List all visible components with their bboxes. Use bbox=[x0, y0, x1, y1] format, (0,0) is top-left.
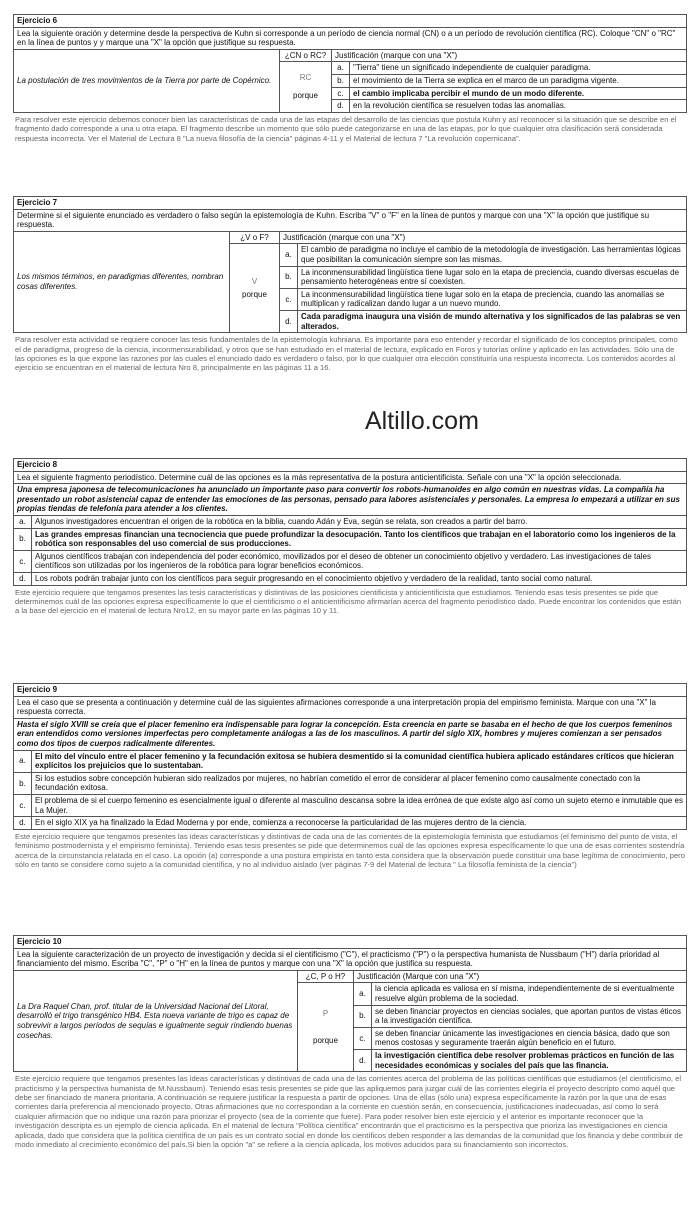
answer-cell[interactable] bbox=[230, 244, 280, 333]
option-letter[interactable]: b. bbox=[332, 74, 350, 87]
exercise-instructions: Lea la siguiente oración y determine desde la perspectiva de Kuhn si corresponde a un período de ciencia normal (CN) o a un período de revolución científica (RC). Coloque "CN" o "RC" en la línea de puntos y y marque una "X" la opción que justifique su respuesta. bbox=[14, 27, 687, 49]
option-letter[interactable]: c. bbox=[280, 288, 298, 310]
option-text: se deben financiar únicamente las investigaciones en ciencia básica, dado que son menos costosas y seguramente traerán algún beneficio en el futuro. bbox=[372, 1027, 687, 1049]
explanation: Para resolver esta actividad se requiere conocer las tesis fundamentales de la epistemología kuhniana. Es importante para eso entender y recordar el significado de los conceptos principales, como el de paradigma, progreso de la ciencia, inconmensurabilidad, y otros que se han estudiado en el material de lectura, explicado en Foros y tutorías online y aplicado en las actividades. Sólo una de las opciones es la que expone las razones por las cuales el enunciado dado es verdadero o falso, por lo que cualquier otra elección constituiría una respuesta incorrecta. Los contenidos acordes al ejercicio se encuentran en el material de lectura Nro 8, principalmente en las páginas 11 a 16. bbox=[15, 335, 678, 373]
exercise-title: Ejercicio 10 bbox=[14, 936, 687, 949]
column-header: ¿C, P o H? bbox=[298, 970, 354, 983]
option-letter[interactable]: b. bbox=[14, 772, 32, 794]
column-header: Justificación (Marque con una "X") bbox=[354, 970, 687, 983]
exercise-7 bbox=[13, 196, 687, 373]
exercise-instructions: Lea el caso que se presenta a continuación y determine cuál de las siguientes afirmaciones corresponde a una interpretación propia del empirismo feminista. Marque con una "X" la respuesta correcta. bbox=[14, 696, 687, 718]
column-header: Justificación (marque con una "X") bbox=[332, 49, 687, 62]
option-text: Las grandes empresas financian una tecnociencia que puede profundizar la desocupación. Tanto los científicos que trabajan en el laboratorio como los ingenieros de la robótica son responsables del uso comercial de sus producciones. bbox=[32, 528, 687, 550]
option-letter[interactable]: c. bbox=[354, 1027, 372, 1049]
explanation: Este ejercicio requiere que tengamos presentes las ideas características y distintivas de cada una de las corrientes acerca del problema de las políticas científicas que estudiamos (el cientificismo, el practicismo y la perspectiva humanista de M.Nussbaum). Teniendo esas tesis presentes se pide que las apliquemos para juzgar cuál de las corrientes elegiría el proyecto descripto como aquél que debe ser financiado de manera prioritaria. A continuación se requiere justificar la respuesta a partir de opciones. Una de ellas (sólo una) expresa específicamente la razón por la que una de esas corrientes daría preferencia al mencionado proyecto. Otras afirmaciones que no correspondan a la corriente en cuestión serán, en consecuencia, justificaciones inadecuadas, así como lo será cualquier afirmación que no indique una razón para priorizar el proyecto (sea de la corriente que fuere). Para poder resolver bien este ejercicio y el anterior es importante reconocer que la investigación descripta es un ejemplo de ciencia aplicada. En el material de lectura "Política científica" encontrarán que el practicismo es la perspectiva que prioriza las investigaciones en ciencia aplicada, dado que considera que la política científica de un país es un contrato social en donde los científicos deben responder a las demandas de la comunidad que los financia y debe contribuir de modo inmediato al crecimiento económico del país.Si bien la opción "a" se refiere a la ciencia aplicada, los motivos aducidos para su financiamiento son incorrectos. bbox=[15, 1074, 683, 1149]
option-text: en la revolución científica se resuelven todas las anomalías. bbox=[350, 100, 687, 113]
case-fragment: Hasta el siglo XVIII se creía que el placer femenino era indispensable para lograr la concepción. Esta creencia en parte se basaba en el hecho de que los cuerpos femeninos eran entendidos como versiones imperfectas pero completamente análogas a las de los masculinos. A partir del siglo XIX, hombres y mujeres comienzan a ser pensados como dos tipos de cuerpos radicalmente diferentes. bbox=[14, 718, 687, 750]
option-text: el movimiento de la Tierra se explica en el marco de un paradigma vigente. bbox=[350, 74, 687, 87]
statement: La Dra Raquel Chan, prof. titular de la Universidad Nacional del Litoral, desarrolló el trigo transgénico HB4. Esta nueva variante de trigo es capaz de sobrevivir a largos períodos de sequías e igualmente seguir rindiendo buenas cosechas. bbox=[14, 970, 298, 1071]
option-text: El mito del vínculo entre el placer femenino y la fecundación exitosa se hubiera desmentido si la comunidad científica hubiera aplicado estándares críticos que hicieran explícitos los prejuicios que lo sustentaban. bbox=[32, 750, 687, 772]
option-text: La inconmensurabilidad lingüística tiene lugar solo en la etapa de preciencia, cuando diversas escuelas de pensamiento heterogéneas entre sí coexisten. bbox=[298, 266, 687, 288]
exercise-8 bbox=[13, 458, 687, 616]
answer-cell[interactable] bbox=[298, 983, 354, 1072]
option-text: "Tierra" tiene un significado independiente de cualquier paradigma. bbox=[350, 62, 687, 75]
option-letter[interactable]: a. bbox=[354, 983, 372, 1005]
option-text: Cada paradigma inaugura una visión de mundo alternativa y los significados de las palabras se ven alterados. bbox=[298, 310, 687, 332]
option-letter[interactable]: d. bbox=[332, 100, 350, 113]
exercise-title: Ejercicio 7 bbox=[14, 197, 687, 210]
option-text: El problema de si el cuerpo femenino es esencialmente igual o diferente al masculino descansa sobre la idea errónea de que existe algo así como un sujeto eterno e inmutable que es La Mujer. bbox=[32, 794, 687, 816]
answer-cell[interactable] bbox=[280, 62, 332, 112]
porque-label: porque bbox=[313, 1036, 338, 1046]
option-text: Los robots podrán trabajar junto con los científicos para seguir progresando en el conocimiento objetivo y verdadero de la realidad, tanto social como natural. bbox=[32, 572, 687, 585]
site-logo: Altillo.com bbox=[365, 407, 479, 435]
exercise-instructions: Lea el siguiente fragmento periodístico. Determine cuál de las opciones es la más representativa de la postura anticientificista. Señale con una "X" la opción seleccionada. bbox=[14, 471, 687, 484]
option-letter[interactable]: a. bbox=[280, 244, 298, 266]
option-letter[interactable]: c. bbox=[14, 794, 32, 816]
exercise-instructions: Determine si el siguiente enunciado es verdadero o falso según la epistemología de Kuhn. Escriba "V" o "F" en la línea de puntos y marque con una "X" la opción que justifique su respuesta. bbox=[14, 209, 687, 231]
option-letter[interactable]: a. bbox=[14, 515, 32, 528]
statement: Los mismos términos, en paradigmas diferentes, nombran cosas diferentes. bbox=[14, 231, 230, 332]
option-letter[interactable]: c. bbox=[332, 87, 350, 100]
option-letter[interactable]: b. bbox=[280, 266, 298, 288]
answer-value: RC bbox=[299, 73, 312, 83]
explanation: Este ejercicio requiere que tengamos presentes las tesis características y distintivas de las posiciones cientificista y anticientificista que estudiamos. Teniendo esas tesis presentes se pide que determinemos cuál de las opciones expresa específicamente lo que el cientificismo o el anticientificismo afirmarían acerca del fragmento periodístico dado. Puede encontrar los contenidos que están a la base del ejercicio en el material de lectura Nro12, en su mayor parte en las páginas 10 y 11. bbox=[15, 587, 682, 616]
option-letter[interactable]: d. bbox=[280, 310, 298, 332]
exercise-6 bbox=[13, 14, 687, 143]
option-text: Algunos científicos trabajan con independencia del poder económico, movilizados por el deseo de obtener un conocimiento objetivo y verdadero. Las investigaciones de tales científicos son utilizadas por los ingenieros de la robótica para lograr beneficios económicos. bbox=[32, 550, 687, 572]
option-letter[interactable]: d. bbox=[14, 572, 32, 585]
option-text: el cambio implicaba percibir el mundo de un modo diferente. bbox=[350, 87, 687, 100]
option-text: La inconmensurabilidad lingüística tiene lugar solo en la etapa de preciencia, cuando las anomalías se multiplican y radicalizan dando lugar a un nuevo mundo. bbox=[298, 288, 687, 310]
answer-value: V bbox=[251, 276, 258, 286]
option-text: Algunos investigadores encuentran el origen de la robótica en la biblia, cuando Adán y Eva, según se relata, son creados a partir del barro. bbox=[32, 515, 687, 528]
option-text: El cambio de paradigma no incluye el cambio de la metodología de investigación. Las herramientas lógicas que posibilitan la comunicación siempre son las mismas. bbox=[298, 244, 687, 266]
news-fragment: Una empresa japonesa de telecomunicaciones ha anunciado un importante paso para convertir los robots-humanoides en algo común en nuestras vidas. La compañía ha presentado un robot asistencial capaz de entender las emociones de las personas, pensado para labores asistenciales y personales. La empresa lo empezará a utilizar en sus propias tiendas de telefonía para atender a los clientes. bbox=[14, 484, 687, 516]
option-letter[interactable]: b. bbox=[354, 1005, 372, 1027]
statement: La postulación de tres movimientos de la Tierra por parte de Copérnico. bbox=[14, 49, 280, 112]
option-letter[interactable]: a. bbox=[14, 750, 32, 772]
option-letter[interactable]: b. bbox=[14, 528, 32, 550]
exercise-title: Ejercicio 9 bbox=[14, 684, 687, 697]
option-letter[interactable]: c. bbox=[14, 550, 32, 572]
exercise-title: Ejercicio 8 bbox=[14, 459, 687, 472]
exercise-10 bbox=[13, 935, 687, 1149]
exercise-9 bbox=[13, 683, 687, 869]
option-text: Si los estudios sobre concepción hubieran sido realizados por mujeres, no habrían cometido el error de considerar al placer femenino como causalmente conectado con la fecundación exitosa. bbox=[32, 772, 687, 794]
option-text: se deben financiar proyectos en ciencias sociales, que aportan puntos de vistas éticos a la investigación científica. bbox=[372, 1005, 687, 1027]
option-text: En el siglo XIX ya ha finalizado la Edad Moderna y por ende, comienza a reconocerse la particularidad de las mujeres dentro de la ciencia. bbox=[32, 817, 687, 830]
column-header: ¿V o F? bbox=[230, 231, 280, 244]
porque-label: porque bbox=[293, 91, 318, 101]
explanation: Para resolver este ejercicio debemos conocer bien las características de cada una de las etapas del desarrollo de las ciencias que postula Kuhn y así reconocer si la situación que se describe en el fragmento dado corresponde a una u otra etapa. El fragmento describe un momento que sólo puede categorizarse en una de las etapas, por lo que cualquier otra clasificación será considerada respuesta incorrecta. Ver el Material de Lectura 8 "La nueva filosofía de la ciencia" páginas 4-11 y el Material de lectura 7 "La revolución copernicana". bbox=[15, 114, 677, 143]
explanation: Este ejercicio requiere que tengamos presentes las ideas características y distintivas de cada una de las corrientes de la epistemología feminista que estudiamos (el feminismo del punto de vista, el feminismo postmodernista y el empirismo feminista). Teniendo esas tesis presentes se pide que determinemos cuál de las opciones expresa específicamente lo que una de esas corrientes sostendría acerca de la circunstancia relatada en el caso. La opción (a) corresponde a una postura empirista en tanto esta considera que la observación puede constituir una base legítima de conocimiento, pero sólo en tanto se considere como sujeto a la comunidad científica, y no al individuo aislado (ver páginas 7-9 del Material de lectura " La filosofía feminista de la ciencia") bbox=[15, 831, 685, 869]
option-letter[interactable]: a. bbox=[332, 62, 350, 75]
porque-label: porque bbox=[242, 290, 267, 300]
option-letter[interactable]: d. bbox=[354, 1049, 372, 1071]
column-header: ¿CN o RC? bbox=[280, 49, 332, 62]
exercise-title: Ejercicio 6 bbox=[14, 15, 687, 28]
option-letter[interactable]: d. bbox=[14, 817, 32, 830]
option-text: la ciencia aplicada es valiosa en sí misma, independientemente de si eventualmente resuelve algún problema de la sociedad. bbox=[372, 983, 687, 1005]
column-header: Justificación (marque con una "X") bbox=[280, 231, 687, 244]
option-text: la investigación científica debe resolver problemas prácticos en función de las necesidades económicas y sociales del país que las financia. bbox=[372, 1049, 687, 1071]
answer-value: P bbox=[322, 1008, 329, 1018]
exercise-instructions: Lea la siguiente caracterización de un proyecto de investigación y decida si el cientificismo ("C"), el practicismo ("P") o la perspectiva humanista de Nussbaum ("H") daría prioridad al financiamiento del mismo. Escriba "C", "P" o "H" en la línea de puntos y marque con una "X" la opción que justifica su respuesta. bbox=[14, 948, 687, 970]
